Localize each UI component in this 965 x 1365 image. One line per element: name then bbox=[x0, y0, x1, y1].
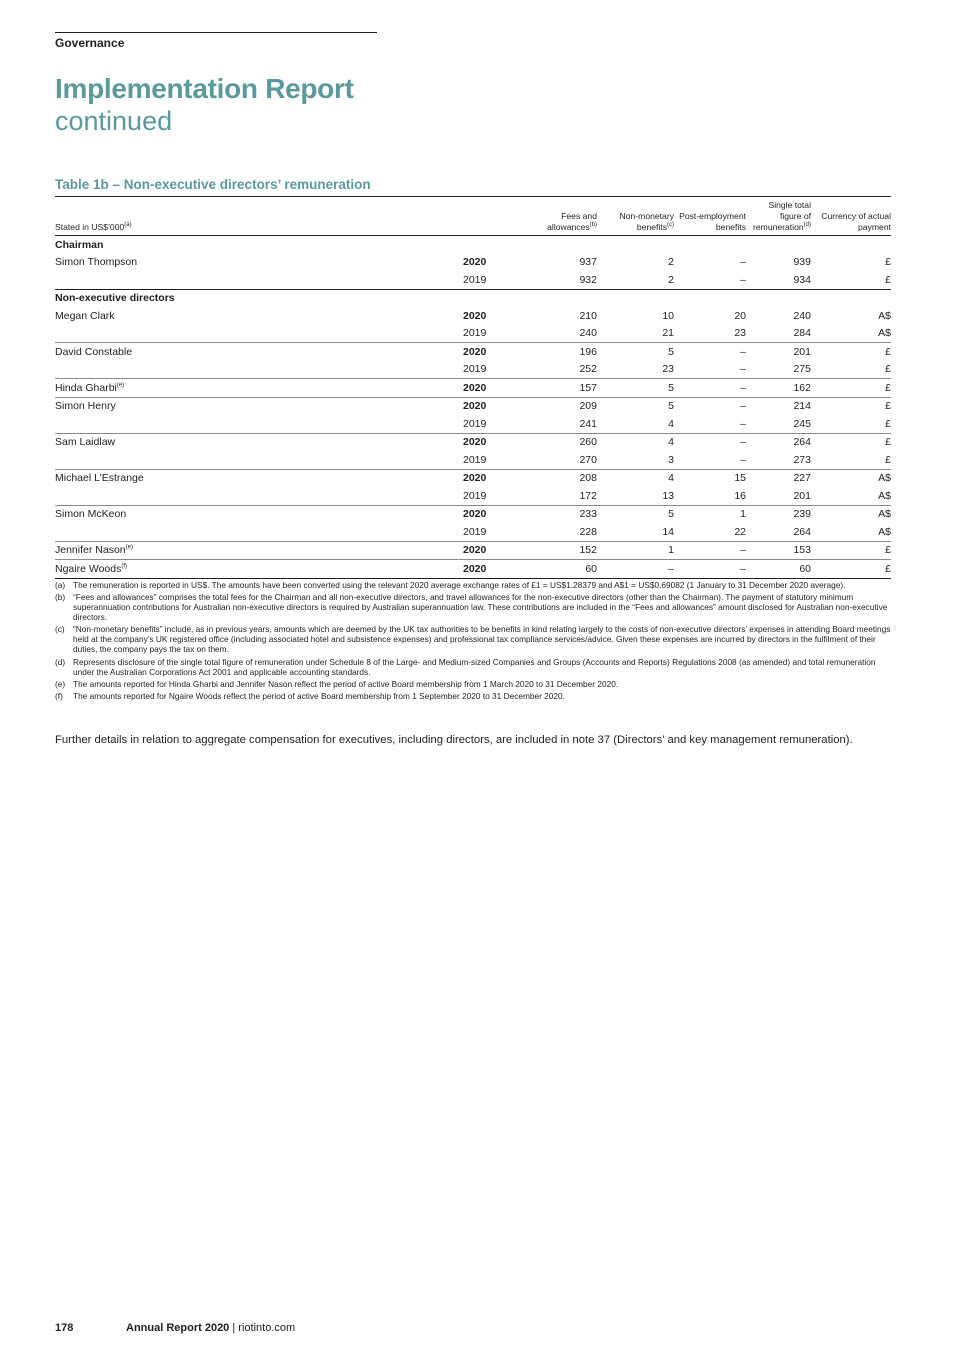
group-label: Non-executive directors bbox=[55, 292, 175, 305]
fees-cell: 241 bbox=[579, 417, 597, 430]
currency-cell: A$ bbox=[811, 505, 891, 523]
footnote-key: (a) bbox=[55, 580, 66, 590]
non-monetary-cell: 14 bbox=[662, 525, 674, 538]
non-monetary-cell: 21 bbox=[662, 327, 674, 340]
fees-cell: 937 bbox=[579, 256, 597, 269]
post-employment-cell: 16 bbox=[734, 489, 746, 502]
single-total-cell: 934 bbox=[746, 271, 811, 289]
single-total-cell: 60 bbox=[746, 560, 811, 579]
currency-cell: £ bbox=[811, 433, 891, 451]
director-name bbox=[55, 379, 463, 398]
footnote-text: “Fees and allowances” comprises the total fees for the Chairman and all non-executive directors, and travel allowances for the non-executive directors (other than the Chairman). The payment of statutory minimum superannuation contributions for Australian non-executive directors is required by Australian superannuation law. These contributions are included in the “Fees and allowances” amount disclosed for Australian non-executive directors. bbox=[73, 592, 888, 623]
non-monetary-cell: 10 bbox=[662, 309, 674, 322]
single-total-cell: 245 bbox=[793, 417, 811, 430]
fees-cell: 240 bbox=[579, 327, 597, 340]
single-total-cell: 240 bbox=[793, 309, 811, 322]
fees-cell: 260 bbox=[525, 433, 597, 451]
page-subtitle: continued bbox=[55, 106, 173, 136]
director-name-text: Sam Laidlaw bbox=[55, 436, 116, 449]
footnote-ref: (e) bbox=[125, 544, 133, 551]
director-name bbox=[55, 469, 463, 487]
table-row bbox=[55, 343, 891, 361]
group-header-row bbox=[55, 289, 891, 307]
table-header-row bbox=[55, 197, 891, 236]
year-cell: 2019 bbox=[463, 363, 487, 376]
non-monetary-cell: 1 bbox=[597, 541, 674, 560]
currency-cell: A$ bbox=[878, 309, 891, 322]
footnote-key: (c) bbox=[55, 624, 65, 635]
footnote-text: Represents disclosure of the single total figure of remuneration under Schedule 8 of the Large- and Medium-sized Companies and Groups (Accounts and Reports) Regulations 2008 (as amended) and total remuneration under the Australian Corporations Act 2001 and applicable accounting standards. bbox=[73, 656, 876, 677]
single-total-cell: 214 bbox=[746, 397, 811, 415]
table-row bbox=[55, 433, 891, 451]
header-rule bbox=[55, 32, 377, 33]
single-total-cell: 939 bbox=[793, 256, 811, 269]
single-total-cell: 284 bbox=[793, 327, 811, 340]
non-monetary-cell: 4 bbox=[597, 469, 674, 487]
table-row bbox=[55, 541, 891, 560]
group-label: Chairman bbox=[55, 238, 104, 251]
footnote-ref: (f) bbox=[121, 563, 128, 570]
single-total-cell: 275 bbox=[793, 363, 811, 376]
director-name bbox=[55, 361, 463, 379]
fees-cell: 233 bbox=[525, 505, 597, 523]
director-name-text: David Constable bbox=[55, 345, 133, 358]
col-header-non-monetary: Non-monetary benefits$^{(c)}$ bbox=[597, 197, 674, 236]
currency-cell: A$ bbox=[878, 327, 891, 340]
year-cell: 2019 bbox=[463, 453, 487, 466]
year-cell: 2020 bbox=[463, 541, 525, 560]
director-name bbox=[55, 271, 463, 289]
single-total-cell: 227 bbox=[746, 469, 811, 487]
currency-cell: £ bbox=[811, 541, 891, 560]
footnote-key: (f) bbox=[55, 690, 63, 701]
table-title: Table 1b – Non-executive directors’ remuneration bbox=[55, 177, 371, 192]
footnote bbox=[55, 657, 891, 677]
table-row bbox=[55, 560, 891, 579]
year-cell: 2020 bbox=[463, 379, 525, 398]
footnote-ref: (e) bbox=[116, 382, 125, 389]
page-number: 178 bbox=[55, 1322, 74, 1334]
currency-cell: £ bbox=[811, 271, 891, 289]
single-total-cell: 201 bbox=[746, 343, 811, 361]
footnote bbox=[55, 580, 891, 590]
director-name-text: Michael L’Estrange bbox=[55, 472, 144, 485]
director-name bbox=[55, 451, 463, 469]
table-row bbox=[55, 254, 891, 272]
year-cell: 2020 bbox=[463, 256, 487, 269]
currency-cell: £ bbox=[811, 343, 891, 361]
director-name-text: Simon Thompson bbox=[55, 256, 138, 269]
post-employment-cell: – bbox=[740, 256, 746, 269]
table-row bbox=[55, 487, 891, 505]
post-employment-cell: 15 bbox=[674, 469, 746, 487]
non-monetary-cell: – bbox=[597, 560, 674, 579]
director-name-text: Jennifer Nason bbox=[55, 544, 126, 557]
post-employment-cell: 1 bbox=[674, 505, 746, 523]
post-employment-cell: – bbox=[740, 417, 746, 430]
fees-cell: 208 bbox=[525, 469, 597, 487]
currency-cell: £ bbox=[811, 397, 891, 415]
currency-cell: £ bbox=[811, 379, 891, 398]
non-monetary-cell: 4 bbox=[668, 417, 674, 430]
currency-cell: A$ bbox=[878, 489, 891, 502]
director-name bbox=[55, 541, 463, 560]
col-header-post-employment: Post-employment benefits bbox=[674, 197, 746, 236]
table-row bbox=[55, 397, 891, 415]
year-cell: 2020 bbox=[463, 433, 525, 451]
fees-cell: 172 bbox=[579, 489, 597, 502]
currency-cell: £ bbox=[885, 256, 891, 269]
page-footer bbox=[55, 1322, 295, 1334]
currency-cell: £ bbox=[811, 560, 891, 579]
post-employment-cell: 20 bbox=[734, 309, 746, 322]
director-name bbox=[55, 505, 463, 523]
footnotes bbox=[55, 580, 891, 703]
single-total-cell: 162 bbox=[746, 379, 811, 398]
col-header-fees: Fees and allowances$^{(b)}$ bbox=[525, 197, 597, 236]
non-monetary-cell: 13 bbox=[662, 489, 674, 502]
year-cell: 2019 bbox=[463, 271, 525, 289]
non-monetary-cell: 2 bbox=[668, 256, 674, 269]
table-row bbox=[55, 325, 891, 343]
single-total-cell: 273 bbox=[793, 453, 811, 466]
fees-cell: 60 bbox=[525, 560, 597, 579]
footer-separator: | bbox=[232, 1322, 236, 1334]
footnote-text: The remuneration is reported in US$. The amounts have been converted using the relevant 2020 average exchange rates of £1 = US$1.28379 and A$1 = US$0.69082 (1 January to 31 December 2020 average). bbox=[73, 580, 846, 590]
director-name-text: Simon McKeon bbox=[55, 508, 127, 521]
table-row bbox=[55, 307, 891, 325]
non-monetary-cell: 23 bbox=[662, 363, 674, 376]
director-name bbox=[55, 307, 463, 325]
non-monetary-cell: 2 bbox=[597, 271, 674, 289]
footnote bbox=[55, 679, 891, 689]
post-employment-cell: 23 bbox=[734, 327, 746, 340]
currency-cell: £ bbox=[885, 417, 891, 430]
post-employment-cell: – bbox=[740, 363, 746, 376]
further-details: Further details in relation to aggregate compensation for executives, including directors, are included in note 37 (Directors’ and key management remuneration). bbox=[55, 734, 853, 746]
year-cell: 2019 bbox=[463, 489, 487, 502]
fees-cell: 196 bbox=[525, 343, 597, 361]
footnote-key: (e) bbox=[55, 678, 66, 689]
footnote-key: (d) bbox=[55, 656, 66, 667]
col-header-stated-in: Stated in US$’000$^{(a)}$ bbox=[55, 197, 463, 236]
director-name bbox=[55, 523, 463, 541]
director-name bbox=[55, 254, 463, 272]
footnote-text: “Non-monetary benefits” include, as in previous years, amounts which are deemed by the UK tax authorities to be benefits in kind relating largely to the costs of non-executive directors’ expenses in attending Board meetings held at the company’s UK registered office (including associated hotel and subsistence expenses) and professional tax compliance services/advice. Given these expenses are incurred by directors in the fulfilment of their duties, the company pays the tax on them. bbox=[73, 624, 891, 655]
fees-cell: 157 bbox=[525, 379, 597, 398]
director-name bbox=[55, 560, 463, 579]
non-monetary-cell: 5 bbox=[597, 397, 674, 415]
footnote bbox=[55, 691, 891, 701]
remuneration-table bbox=[55, 196, 891, 579]
director-name bbox=[55, 415, 463, 433]
single-total-cell: 239 bbox=[746, 505, 811, 523]
director-name-text: Megan Clark bbox=[55, 309, 115, 322]
table-row bbox=[55, 505, 891, 523]
fees-cell: 152 bbox=[525, 541, 597, 560]
year-cell: 2019 bbox=[463, 525, 487, 538]
col-header-single-total: Single total figure of remuneration$^{(d)}$ bbox=[746, 197, 811, 236]
post-employment-cell: – bbox=[674, 560, 746, 579]
director-name-text: Ngaire Woods bbox=[55, 562, 122, 575]
fees-cell: 270 bbox=[579, 453, 597, 466]
currency-cell: A$ bbox=[811, 469, 891, 487]
director-name bbox=[55, 325, 463, 343]
year-cell: 2019 bbox=[463, 417, 487, 430]
section-label: Governance bbox=[55, 36, 125, 50]
fees-cell: 228 bbox=[579, 525, 597, 538]
year-cell: 2019 bbox=[463, 327, 487, 340]
col-header-currency: Currency of actual payment bbox=[811, 197, 891, 236]
table-row bbox=[55, 271, 891, 289]
non-monetary-cell: 5 bbox=[597, 379, 674, 398]
post-employment-cell: 22 bbox=[734, 525, 746, 538]
currency-cell: £ bbox=[885, 453, 891, 466]
footnote bbox=[55, 624, 891, 654]
non-monetary-cell: 3 bbox=[668, 453, 674, 466]
post-employment-cell: – bbox=[740, 453, 746, 466]
director-name bbox=[55, 397, 463, 415]
footnote-text: The amounts reported for Ngaire Woods reflect the period of active Board membership from 1 September 2020 to 31 December 2020. bbox=[73, 690, 565, 701]
year-cell: 2020 bbox=[463, 505, 525, 523]
year-cell: 2020 bbox=[463, 309, 487, 322]
footnote-text: The amounts reported for Hinda Gharbi and Jennifer Nason reflect the period of active Board membership from 1 March 2020 to 31 December 2020. bbox=[73, 678, 619, 689]
table-body bbox=[55, 236, 891, 579]
post-employment-cell: – bbox=[674, 271, 746, 289]
director-name-text: Hinda Gharbi bbox=[55, 381, 117, 394]
single-total-cell: 201 bbox=[793, 489, 811, 502]
director-name bbox=[55, 343, 463, 361]
year-cell: 2020 bbox=[463, 469, 525, 487]
fees-cell: 252 bbox=[579, 363, 597, 376]
col-header-year bbox=[463, 197, 525, 236]
page-title: Implementation Report bbox=[55, 73, 354, 104]
director-name bbox=[55, 487, 463, 505]
fees-cell: 210 bbox=[579, 309, 597, 322]
director-name bbox=[55, 433, 463, 451]
post-employment-cell: – bbox=[674, 343, 746, 361]
report-name: Annual Report 2020 bbox=[126, 1322, 230, 1334]
non-monetary-cell: 5 bbox=[597, 343, 674, 361]
year-cell: 2020 bbox=[463, 397, 525, 415]
footnote bbox=[55, 592, 891, 622]
director-name-text: Simon Henry bbox=[55, 400, 116, 413]
post-employment-cell: – bbox=[674, 379, 746, 398]
single-total-cell: 153 bbox=[746, 541, 811, 560]
non-monetary-cell: 4 bbox=[597, 433, 674, 451]
single-total-cell: 264 bbox=[793, 525, 811, 538]
table-row bbox=[55, 361, 891, 379]
table-row bbox=[55, 415, 891, 433]
post-employment-cell: – bbox=[674, 541, 746, 560]
currency-cell: £ bbox=[885, 363, 891, 376]
footnote-key: (b) bbox=[55, 592, 66, 603]
fees-cell: 932 bbox=[525, 271, 597, 289]
currency-cell: A$ bbox=[878, 525, 891, 538]
single-total-cell: 264 bbox=[746, 433, 811, 451]
post-employment-cell: – bbox=[674, 397, 746, 415]
group-header-row bbox=[55, 236, 891, 254]
table-row bbox=[55, 379, 891, 398]
table-row bbox=[55, 523, 891, 541]
non-monetary-cell: 5 bbox=[597, 505, 674, 523]
table-row bbox=[55, 451, 891, 469]
website-link[interactable]: riotinto.com bbox=[238, 1322, 296, 1334]
year-cell: 2020 bbox=[463, 343, 525, 361]
post-employment-cell: – bbox=[674, 433, 746, 451]
fees-cell: 209 bbox=[525, 397, 597, 415]
year-cell: 2020 bbox=[463, 560, 525, 579]
table-row bbox=[55, 469, 891, 487]
